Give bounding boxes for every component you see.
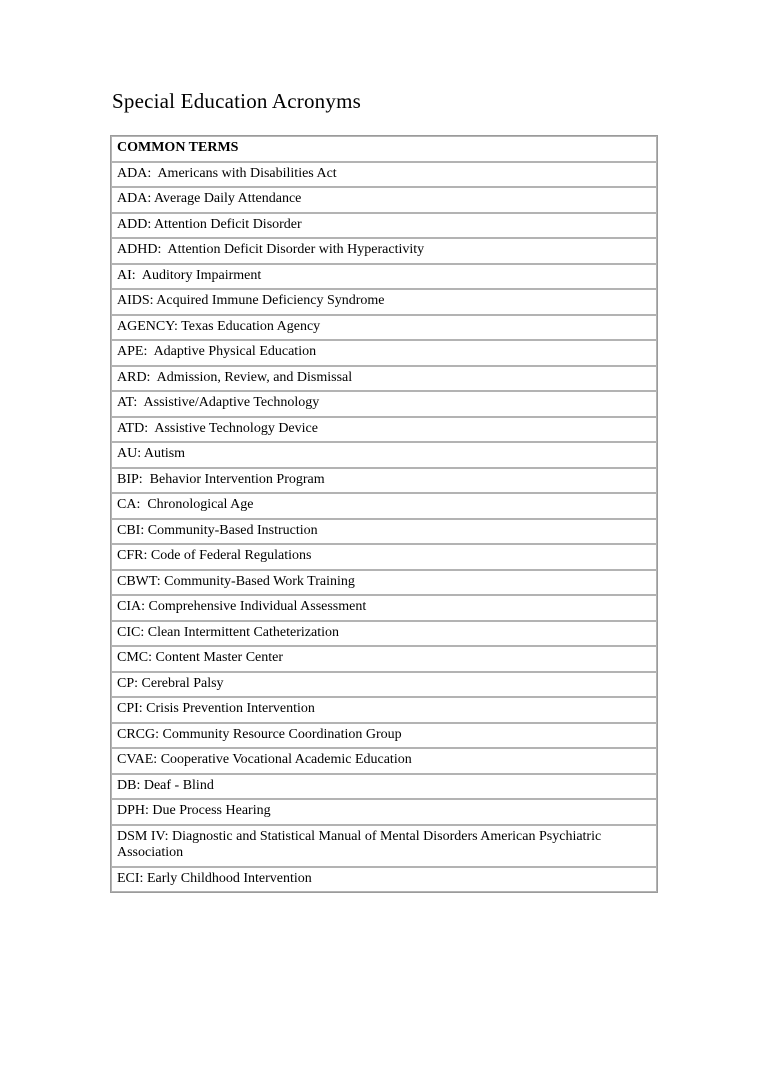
table-row — [111, 544, 657, 570]
table-row — [111, 366, 657, 392]
table-row — [111, 187, 657, 213]
acronym-cell: CIC: Clean Intermittent Catheterization — [111, 621, 657, 647]
table-row — [111, 493, 657, 519]
table-row — [111, 774, 657, 800]
table-row — [111, 162, 657, 188]
acronym-cell: DSM IV: Diagnostic and Statistical Manual of Mental Disorders American Psychiatric Association — [111, 825, 657, 867]
table-row — [111, 213, 657, 239]
table-row — [111, 570, 657, 596]
table-row — [111, 238, 657, 264]
acronym-cell: CPI: Crisis Prevention Intervention — [111, 697, 657, 723]
table-row — [111, 417, 657, 443]
acronym-cell: ARD: Admission, Review, and Dismissal — [111, 366, 657, 392]
table-head — [111, 136, 657, 162]
acronym-cell: AIDS: Acquired Immune Deficiency Syndrome — [111, 289, 657, 315]
acronym-cell: ECI: Early Childhood Intervention — [111, 867, 657, 893]
acronyms-table — [110, 135, 658, 893]
acronym-cell: CMC: Content Master Center — [111, 646, 657, 672]
table-row — [111, 391, 657, 417]
acronym-cell: CA: Chronological Age — [111, 493, 657, 519]
table-row — [111, 315, 657, 341]
acronym-cell: AGENCY: Texas Education Agency — [111, 315, 657, 341]
table-row — [111, 621, 657, 647]
acronym-cell: APE: Adaptive Physical Education — [111, 340, 657, 366]
acronym-cell: AI: Auditory Impairment — [111, 264, 657, 290]
acronym-cell: BIP: Behavior Intervention Program — [111, 468, 657, 494]
table-header-cell: COMMON TERMS — [111, 136, 657, 162]
table-row — [111, 672, 657, 698]
table-row — [111, 289, 657, 315]
acronym-cell: DB: Deaf - Blind — [111, 774, 657, 800]
acronym-cell: AU: Autism — [111, 442, 657, 468]
page-title: Special Education Acronyms — [112, 89, 361, 113]
acronym-cell: CVAE: Cooperative Vocational Academic Education — [111, 748, 657, 774]
acronym-cell: CBWT: Community-Based Work Training — [111, 570, 657, 596]
acronym-cell: AT: Assistive/Adaptive Technology — [111, 391, 657, 417]
acronym-cell: CFR: Code of Federal Regulations — [111, 544, 657, 570]
acronym-cell: CRCG: Community Resource Coordination Group — [111, 723, 657, 749]
table-row — [111, 595, 657, 621]
document-page — [0, 88, 768, 893]
acronym-cell: ADD: Attention Deficit Disorder — [111, 213, 657, 239]
table-row — [111, 825, 657, 867]
table-body — [111, 162, 657, 893]
acronym-cell: ADHD: Attention Deficit Disorder with Hyperactivity — [111, 238, 657, 264]
acronym-cell: ATD: Assistive Technology Device — [111, 417, 657, 443]
acronym-cell: CIA: Comprehensive Individual Assessment — [111, 595, 657, 621]
acronym-cell: CBI: Community-Based Instruction — [111, 519, 657, 545]
acronym-cell: DPH: Due Process Hearing — [111, 799, 657, 825]
table-row — [111, 468, 657, 494]
acronym-cell: ADA: Average Daily Attendance — [111, 187, 657, 213]
table-row — [111, 697, 657, 723]
table-row — [111, 646, 657, 672]
table-row — [111, 867, 657, 893]
table-row — [111, 723, 657, 749]
table-row — [111, 340, 657, 366]
table-row — [111, 442, 657, 468]
table-row — [111, 264, 657, 290]
table-header-row — [111, 136, 657, 162]
acronym-cell: ADA: Americans with Disabilities Act — [111, 162, 657, 188]
acronym-cell: CP: Cerebral Palsy — [111, 672, 657, 698]
table-row — [111, 748, 657, 774]
table-row — [111, 799, 657, 825]
table-row — [111, 519, 657, 545]
